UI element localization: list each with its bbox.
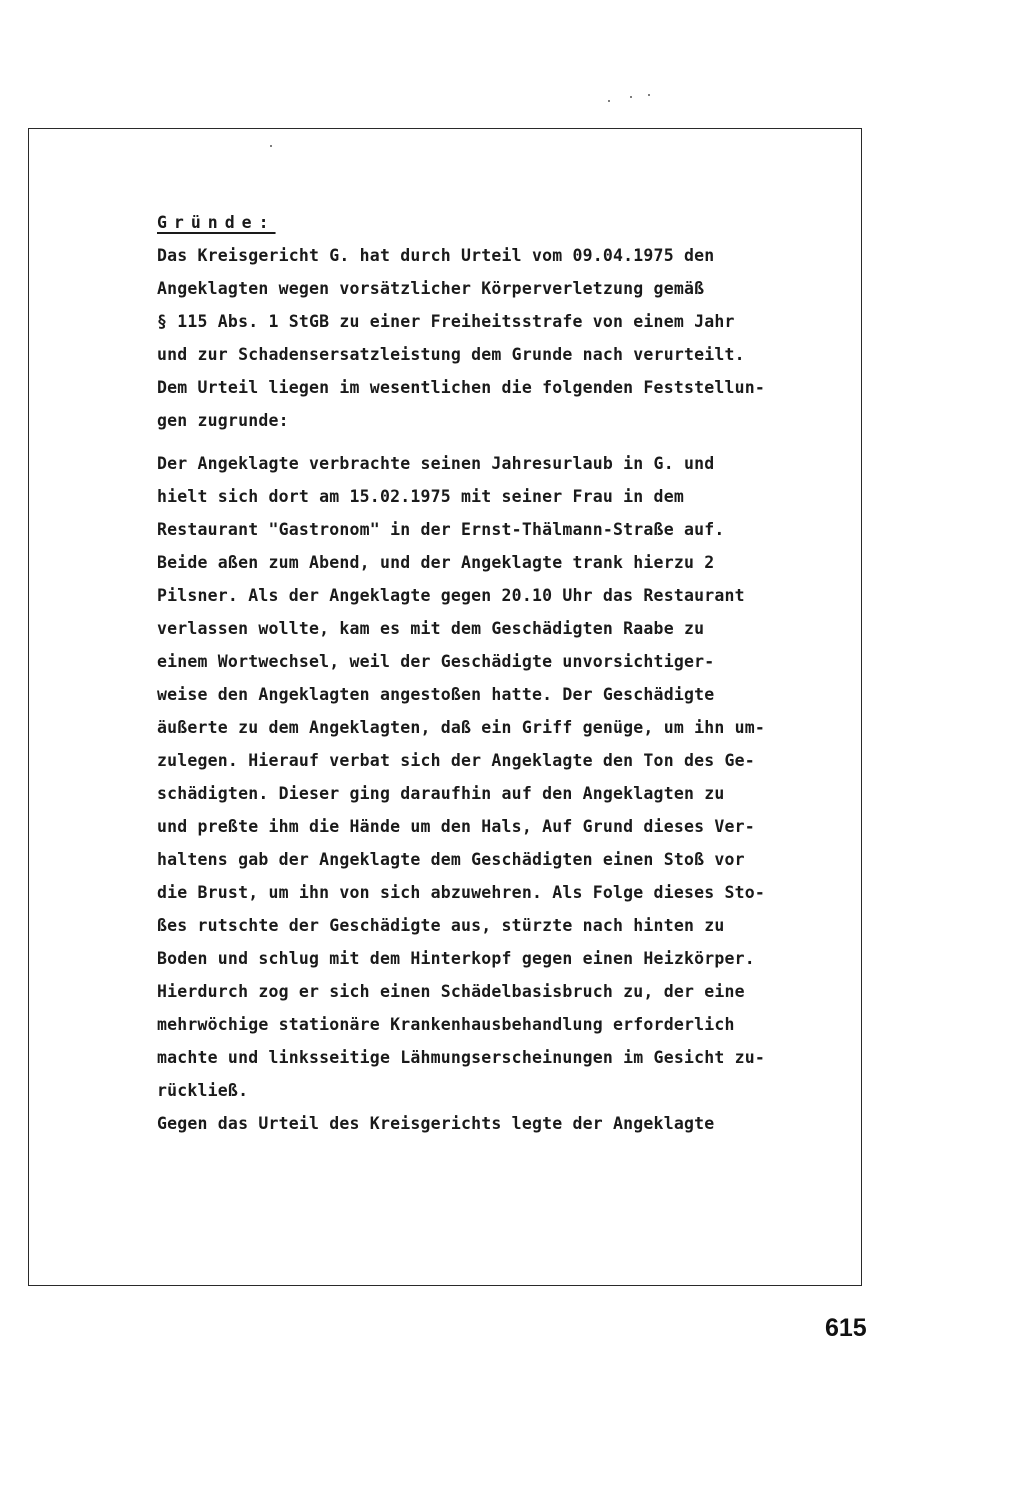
text-line: Angeklagten wegen vorsätzlicher Körperverletzung gemäß [157,279,705,298]
text-line: Das Kreisgericht G. hat durch Urteil vom 09.04.1975 den [157,246,715,265]
text-line: Dem Urteil liegen im wesentlichen die folgenden Feststellun- [157,378,766,397]
text-line: die Brust, um ihn von sich abzuwehren. Als Folge dieses Sto- [157,883,766,902]
text-line: mehrwöchige stationäre Krankenhausbehandlung erforderlich [157,1015,735,1034]
text-line: und zur Schadensersatzleistung dem Grunde nach verurteilt. [157,345,745,364]
scan-speck [648,94,650,96]
text-line: Gegen das Urteil des Kreisgerichts legte der Angeklagte [157,1114,715,1133]
text-line: ßes rutschte der Geschädigte aus, stürzte nach hinten zu [157,916,725,935]
document-body [157,206,797,1140]
paragraph-gap [157,437,797,447]
text-line: haltens gab der Angeklagte dem Geschädigten einen Stoß vor [157,850,745,869]
scan-speck [270,145,272,147]
text-line: und preßte ihm die Hände um den Hals, Auf Grund dieses Ver- [157,817,755,836]
text-line: Hierdurch zog er sich einen Schädelbasisbruch zu, der eine [157,982,745,1001]
text-line: Beide aßen zum Abend, und der Angeklagte trank hierzu 2 [157,553,715,572]
text-line: weise den Angeklagten angestoßen hatte. Der Geschädigte [157,685,715,704]
text-line: hielt sich dort am 15.02.1975 mit seiner Frau in dem [157,487,684,506]
paragraph-1 [157,239,797,437]
scan-speck [630,96,632,98]
text-line: Der Angeklagte verbrachte seinen Jahresurlaub in G. und [157,454,715,473]
text-line: machte und linksseitige Lähmungserscheinungen im Gesicht zu- [157,1048,766,1067]
section-heading: Gründe: [157,213,276,232]
text-line: rückließ. [157,1081,249,1100]
text-line: Pilsner. Als der Angeklagte gegen 20.10 Uhr das Restaurant [157,586,745,605]
text-line: gen zugrunde: [157,411,289,430]
text-line: zulegen. Hierauf verbat sich der Angeklagte den Ton des Ge- [157,751,755,770]
text-line: Restaurant "Gastronom" in der Ernst-Thälmann-Straße auf. [157,520,725,539]
text-line: verlassen wollte, kam es mit dem Geschädigten Raabe zu [157,619,705,638]
text-line: schädigten. Dieser ging daraufhin auf den Angeklagten zu [157,784,725,803]
page-number: 615 [825,1314,867,1342]
text-line: Boden und schlug mit dem Hinterkopf gegen einen Heizkörper. [157,949,755,968]
text-line: einem Wortwechsel, weil der Geschädigte unvorsichtiger- [157,652,715,671]
text-line: § 115 Abs. 1 StGB zu einer Freiheitsstrafe von einem Jahr [157,312,735,331]
text-line: äußerte zu dem Angeklagten, daß ein Griff genüge, um ihn um- [157,718,766,737]
paragraph-2 [157,447,797,1140]
scan-speck [608,100,610,102]
